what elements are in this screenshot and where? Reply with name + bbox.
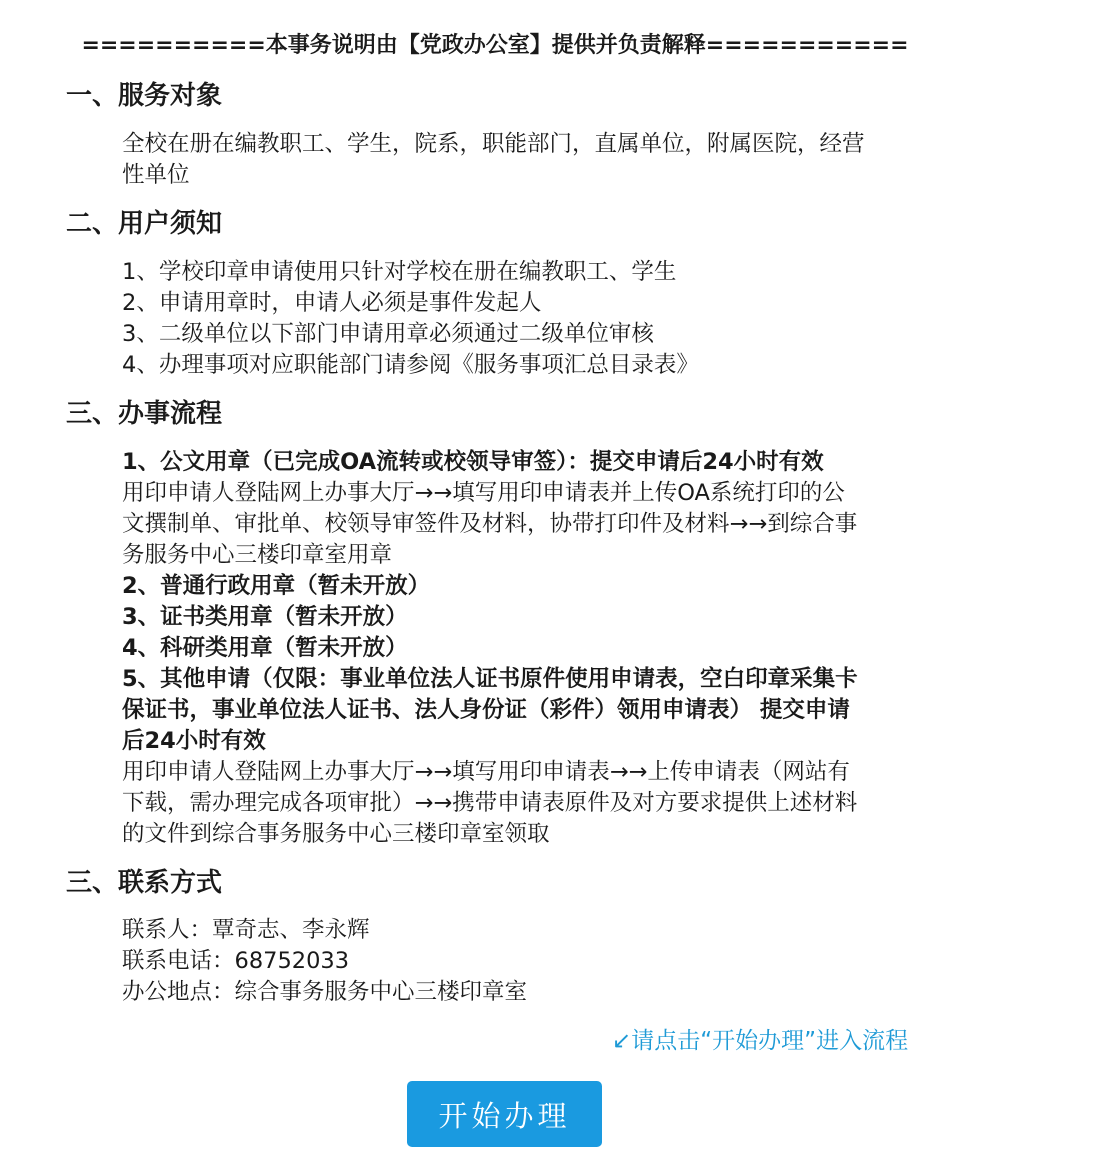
section-title-user-notice: 二、用户须知 <box>66 209 223 239</box>
start-processing-button[interactable]: 开始办理 <box>407 1081 602 1147</box>
contact-address: 办公地点：综合事务服务中心三楼印章室 <box>122 979 528 1005</box>
section-title-process: 三、办事流程 <box>66 399 223 429</box>
contact-info <box>122 915 922 1008</box>
process-content <box>122 447 922 850</box>
process-item-1-desc: 文撰制单、审批单、校领导审签件及材料，协带打印件及材料→→到综合事 <box>122 511 858 537</box>
service-target-line: 性单位 <box>122 162 190 188</box>
section-title-service-target: 一、服务对象 <box>66 81 223 111</box>
process-item-3-title: 3、证书类用章（暂未开放） <box>122 604 408 630</box>
user-notice-item: 3、二级单位以下部门申请用章必须通过二级单位审核 <box>122 321 654 347</box>
user-notice-item: 2、申请用章时，申请人必须是事件发起人 <box>122 290 542 316</box>
contact-person: 联系人：覃奇志、李永辉 <box>122 917 370 943</box>
page-banner: ==========本事务说明由【党政办公室】提供并负责解释=========== <box>81 33 909 58</box>
process-item-5-title: 5、其他申请（仅限：事业单位法人证书原件使用申请表，空白印章采集卡 <box>122 666 858 692</box>
service-target-line: 全校在册在编教职工、学生，院系，职能部门，直属单位，附属医院，经营 <box>122 131 865 157</box>
process-item-5-desc: 下载，需办理完成各项审批）→→携带申请表原件及对方要求提供上述材料 <box>122 790 858 816</box>
process-item-5-title: 后24小时有效 <box>122 728 266 754</box>
section-title-contact: 三、联系方式 <box>66 868 223 898</box>
process-item-2-title: 2、普通行政用章（暂未开放） <box>122 573 431 599</box>
process-item-1-title: 1、公文用章（已完成OA流转或校领导审签）：提交申请后24小时有效 <box>122 449 824 475</box>
process-item-4-title: 4、科研类用章（暂未开放） <box>122 635 408 661</box>
process-item-5-desc: 的文件到综合事务服务中心三楼印章室领取 <box>122 821 550 847</box>
service-target-text <box>122 129 922 191</box>
start-hint-text: ↙请点击“开始办理”进入流程 <box>612 1028 909 1054</box>
user-notice-list <box>122 257 922 381</box>
process-item-1-desc: 用印申请人登陆网上办事大厅→→填写用印申请表并上传OA系统打印的公 <box>122 480 845 506</box>
contact-phone: 联系电话：68752033 <box>122 948 350 974</box>
user-notice-item: 1、学校印章申请使用只针对学校在册在编教职工、学生 <box>122 259 677 285</box>
user-notice-item: 4、办理事项对应职能部门请参阅《服务事项汇总目录表》 <box>122 352 699 378</box>
process-item-5-desc: 用印申请人登陆网上办事大厅→→填写用印申请表→→上传申请表（网站有 <box>122 759 850 785</box>
process-item-5-title: 保证书，事业单位法人证书、法人身份证（彩件）领用申请表） 提交申请 <box>122 697 850 723</box>
process-item-1-desc: 务服务中心三楼印章室用章 <box>122 542 393 568</box>
